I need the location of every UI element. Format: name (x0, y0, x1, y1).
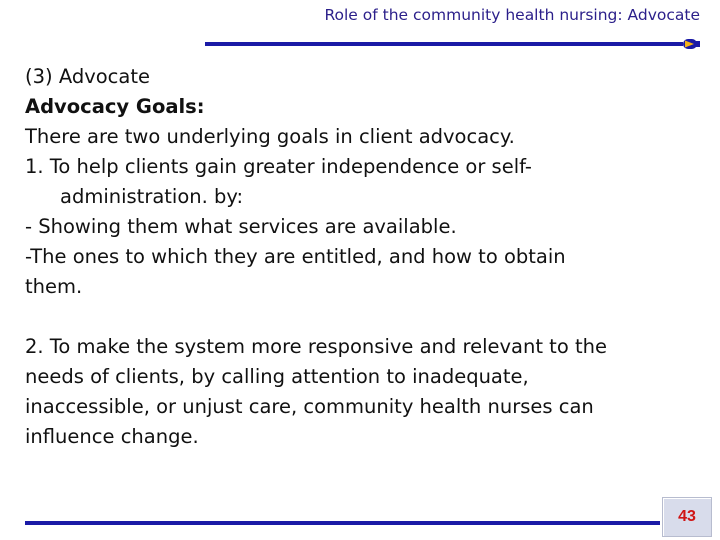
slide-body (25, 62, 690, 452)
page-number-box (662, 497, 712, 537)
slide-header-title: Role of the community health nursing: Advocate (324, 6, 700, 24)
section-label: (3) Advocate (25, 65, 150, 88)
goal-2-line-3: inaccessible, or unjust care, community health nurses can (25, 395, 594, 418)
goal-1-line-2: administration. by: (60, 185, 244, 208)
bullet-1: - Showing them what services are available. (25, 215, 457, 238)
goal-2-line-4: influence change. (25, 425, 199, 448)
goal-2-line-2: needs of clients, by calling attention to inadequate, (25, 365, 529, 388)
bullet-2-continued: them. (25, 275, 83, 298)
goals-heading: Advocacy Goals: (25, 95, 205, 118)
intro-text: There are two underlying goals in client advocacy. (25, 125, 515, 148)
footer-divider (25, 521, 660, 525)
arrow-bullet-icon (677, 37, 701, 51)
bullet-2: -The ones to which they are entitled, and how to obtain (25, 245, 566, 268)
goal-1-line-1: 1. To help clients gain greater independence or self- (25, 155, 532, 178)
goal-2-line-1: 2. To make the system more responsive and relevant to the (25, 335, 607, 358)
page-number: 43 (678, 508, 696, 525)
paragraph-gap (25, 302, 690, 332)
header-divider (205, 42, 677, 46)
